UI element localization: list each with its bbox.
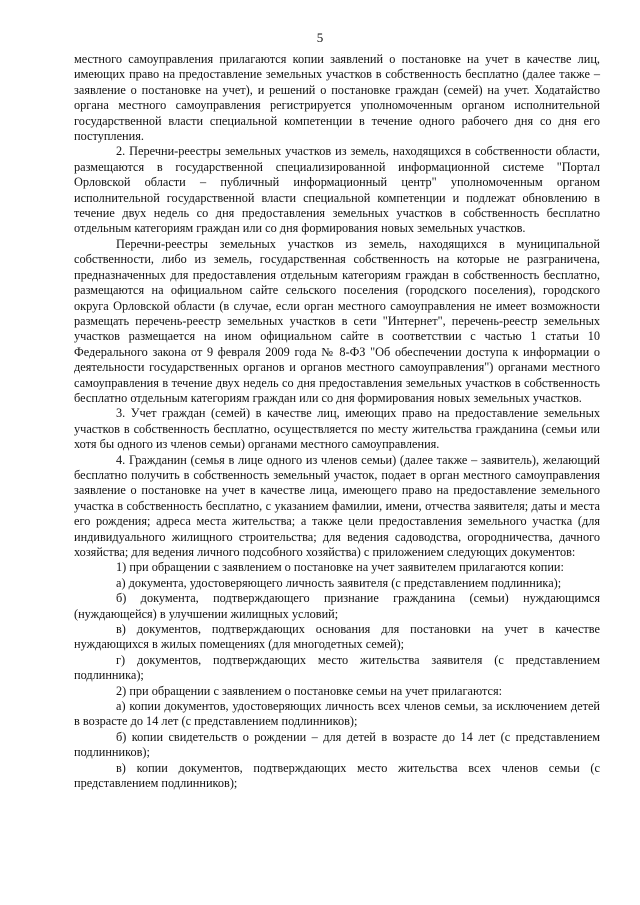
paragraph: а) копии документов, удостоверяющих личность всех членов семьи, за исключением детей в возрасте до 14 лет (с представлением подлинников); <box>74 699 600 729</box>
paragraph: б) документа, подтверждающего признание гражданина (семьи) нуждающимся (нуждающейся) в улучшении жилищных условий; <box>74 591 600 621</box>
paragraph: г) документов, подтверждающих место жительства заявителя (с представлением подлинника); <box>74 652 600 683</box>
page-number: 5 <box>316 30 324 45</box>
paragraph: б) копии свидетельств о рождении – для детей в возрасте до 14 лет (с представлением подлинников); <box>74 729 600 760</box>
paragraph: в) документов, подтверждающих основания для постановки на учет в качестве нуждающихся в жилых помещениях (для многодетных семей); <box>74 622 600 652</box>
paragraph: 2. Перечни-реестры земельных участков из земель, находящихся в собственности области, размещаются в государственной специализированной информационной системе "Портал Орловской области – публичный информационный центр" уполномоченным органом исполнительной государственной власти специальной компетенции и подлежат обновлению в течение двух недель со дня предоставления земельных участков в собственность бесплатно отдельным категориям граждан или со дня формирования новых земельных участков. <box>74 144 600 236</box>
paragraph: Перечни-реестры земельных участков из земель, находящихся в муниципальной собственности, либо из земель, государственная собственность на которые не разграничена, предназначенных для предоставления отдельным категориям граждан в собственность бесплатно, размещаются на официальном сайте сельского поселения (городского поселения), городского округа Орловской области (в случае, если орган местного самоуправления не имеет возможности размещать перечень-реестр земельных участков в сети "Интернет", перечень-реестр земельных участков размещается на ином официальном сайте в соответствии с частью 1 статьи 10 Федерального закона от 9 февраля 2009 года № 8-ФЗ "Об обеспечении доступа к информации о деятельности государственных органов и органов местного самоуправления") органами местного самоуправления в течение двух недель со дня предоставления земельных участков в собственность бесплатно отдельным категориям граждан или со дня формирования новых земельных участков. <box>74 236 600 405</box>
paragraph: в) копии документов, подтверждающих место жительства всех членов семьи (с представлением подлинников); <box>74 760 600 791</box>
paragraph: 3. Учет граждан (семей) в качестве лиц, имеющих право на предоставление земельных участков в собственность бесплатно, осуществляется по месту жительства гражданина (семьи или хотя бы одного из членов семьи) органами местного самоуправления. <box>74 406 600 452</box>
paragraph: 4. Гражданин (семья в лице одного из членов семьи) (далее также – заявитель), желающий бесплатно получить в собственность земельный участок, подает в орган местного самоуправления заявление о постановке на учет в качестве лица, имеющего право на предоставление земельного участка в собственность бесплатно, с указанием фамилии, имени, отчества заявителя; даты и места его рождения; адреса места жительства; а также цели предоставления земельного участка (для индивидуального жилищного строительства; для ведения садоводства, огородничества, дачного хозяйства; для ведения личного подсобного хозяйства) с приложением следующих документов: <box>74 452 600 559</box>
paragraph: 2) при обращении с заявлением о постановке семьи на учет прилагаются: <box>116 683 503 698</box>
paragraph: 1) при обращении с заявлением о постановке на учет заявителем прилагаются копии: <box>116 560 564 575</box>
document-body <box>74 52 600 792</box>
paragraph: местного самоуправления прилагаются копии заявлений о постановке на учет в качестве лиц, имеющих право на предоставление земельных участков в собственность бесплатно (далее также – заявление о постановке на учет), и решений о постановке граждан (семей) на учет. Ходатайство органа местного самоуправления регистрируется уполномоченным органом исполнительной государственной власти специальной компетенции в течение одного рабочего дня со дня его поступления. <box>74 52 600 144</box>
paragraph: а) документа, удостоверяющего личность заявителя (с представлением подлинника); <box>116 575 562 590</box>
